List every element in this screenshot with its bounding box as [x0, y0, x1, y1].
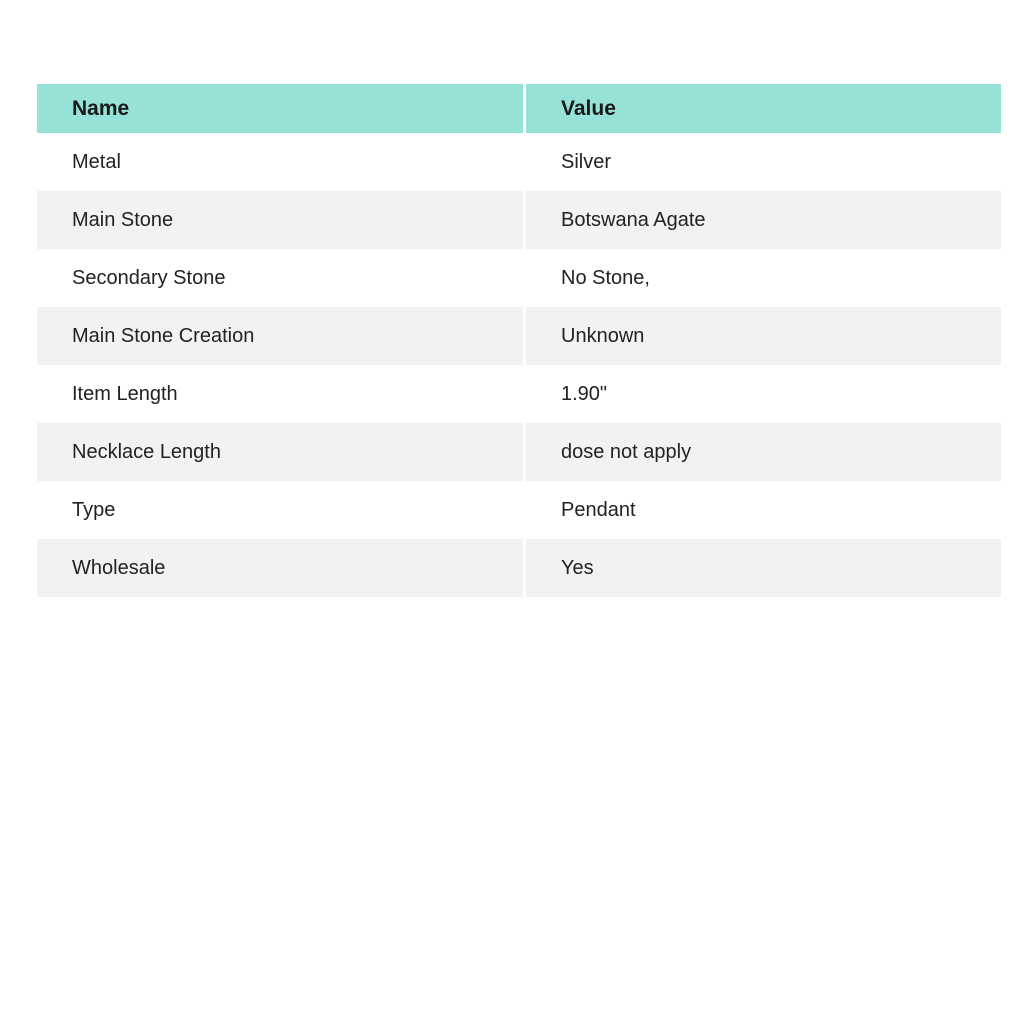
- value-cell: Botswana Agate: [523, 191, 1001, 249]
- table-row: [37, 249, 1001, 307]
- table-row: [37, 423, 1001, 481]
- header-value: Value: [523, 84, 1001, 133]
- table-row: [37, 133, 1001, 191]
- value-cell: Unknown: [523, 307, 1001, 365]
- name-cell: Item Length: [37, 365, 523, 423]
- name-cell: Metal: [37, 133, 523, 191]
- table-row: [37, 191, 1001, 249]
- name-cell: Wholesale: [37, 539, 523, 597]
- table-row: [37, 365, 1001, 423]
- header-name: Name: [37, 84, 523, 133]
- value-cell: 1.90": [523, 365, 1001, 423]
- value-cell: Silver: [523, 133, 1001, 191]
- value-cell: No Stone,: [523, 249, 1001, 307]
- name-cell: Main Stone Creation: [37, 307, 523, 365]
- name-cell: Necklace Length: [37, 423, 523, 481]
- name-cell: Main Stone: [37, 191, 523, 249]
- value-cell: Yes: [523, 539, 1001, 597]
- value-cell: Pendant: [523, 481, 1001, 539]
- product-spec-table: [37, 84, 1001, 597]
- table-row: [37, 307, 1001, 365]
- table-row: [37, 539, 1001, 597]
- value-cell: dose not apply: [523, 423, 1001, 481]
- table-header-row: [37, 84, 1001, 133]
- name-cell: Secondary Stone: [37, 249, 523, 307]
- name-cell: Type: [37, 481, 523, 539]
- table-row: [37, 481, 1001, 539]
